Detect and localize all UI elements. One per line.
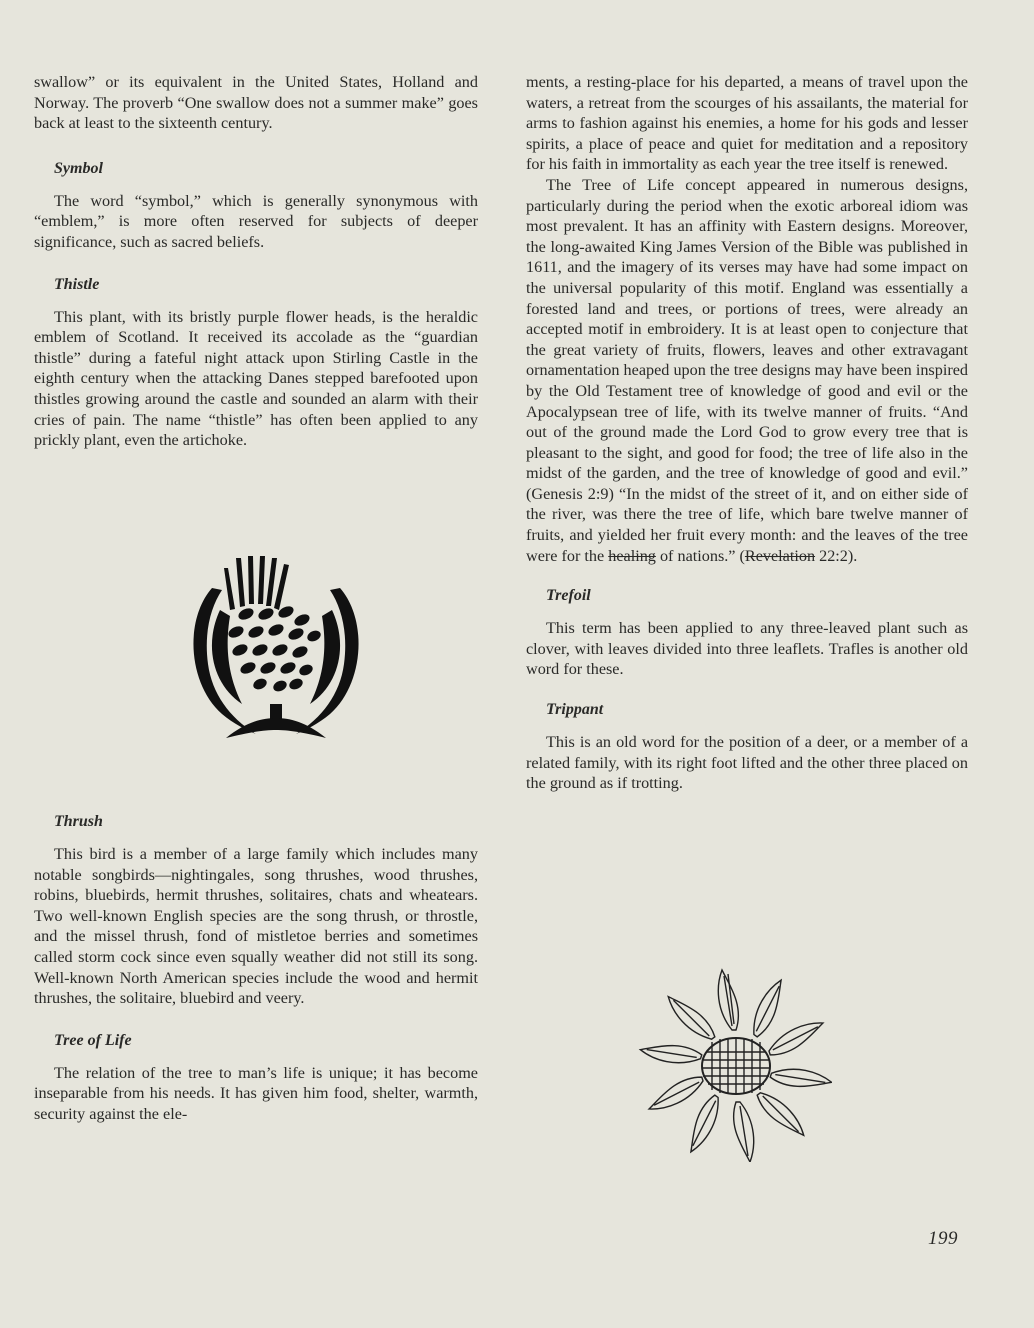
tree-of-life-continued-paragraph: ments, a resting-place for his departed, a means of travel upon the waters, a retreat from the scourges of his assailants, the material for arms to fashion against his enemies, a home for his gods and lesser spirits, a place of peace and quiet for meditation and a repository for his faith in immortality as each year the tree itself is renewed. (526, 73, 968, 174)
sunflower-emblem-icon (632, 966, 832, 1162)
thrush-heading: Thrush (54, 813, 103, 830)
right-column (526, 72, 968, 794)
symbol-heading: Symbol (54, 159, 103, 177)
struck-word-healing: healing (608, 546, 656, 565)
thistle-heading: Thistle (54, 275, 100, 293)
symbol-paragraph: The word “symbol,” which is generally synonymous with “emblem,” is more often reserved for subjects of deeper significance, such as sacred beliefs. (34, 191, 478, 251)
trefoil-heading: Trefoil (546, 587, 591, 605)
left-column (34, 72, 478, 451)
thrush-paragraph: This bird is a member of a large family which includes many notable songbirds—nightingales, song thrushes, wood thrushes, robins, bluebirds, hermit thrushes, solitaires, chats and wheatears. Two well-known English species are the song thrush, or throstle, and the missel thrush, fond of mistletoe berries and sometimes called storm cock since even squally weather did not still its song. Well-known North American species include the wood and hermit thrushes, the solitaire, bluebird and veery. (34, 845, 478, 1008)
thistle-paragraph: This plant, with its bristly purple flower heads, is the heraldic emblem of Scotland. It received its accolade as the “guardian thistle” during a fateful night attack upon Stirling Castle in the eighth century when the attacking Danes stepped barefooted upon thistles growing around the castle and sounded an alarm with their cries of pain. The name “thistle” has often been applied to any prickly plant, even the artichoke. (34, 307, 478, 450)
tree-of-life-paragraph-start: The relation of the tree to man’s life is unique; it has become inseparable from his needs. It has given him food, shelter, warmth, security against the ele- (34, 1063, 478, 1123)
struck-word-revelation: Revelation (744, 546, 816, 565)
tree-of-life-heading: Tree of Life (54, 1031, 132, 1049)
trippant-heading: Trippant (546, 701, 604, 719)
thistle-emblem-icon (190, 554, 362, 746)
page-number: 199 (928, 1228, 958, 1249)
swallow-continuation-paragraph: swallow” or its equivalent in the United States, Holland and Norway. The proverb “One swallow does not a summer make” goes back at least to the sixteenth century. (34, 73, 478, 133)
trefoil-paragraph: This term has been applied to any three-leaved plant such as clover, with leaves divided into three leaflets. Trafles is another old word for these. (526, 619, 968, 679)
left-column-lower (34, 812, 478, 1125)
trippant-paragraph: This is an old word for the position of a deer, or a member of a related family, with its right foot lifted and the other three placed on the ground as if trotting. (526, 733, 968, 793)
tree-of-life-second-paragraph: The Tree of Life concept appeared in numerous designs, particularly during the period when the exotic arboreal idiom was most prevalent. It has an affinity with Eastern designs. Moreover, the long-awaited King James Version of the Bible was published in 1611, and the imagery of its verses may have had some impact on the universal popularity of this motif. England was essentially a forested land and trees, or portions of trees, were already an accepted motif in embroidery. It is at least open to conjecture that the great variety of fruits, flowers, leaves and other extravagant ornamentation heaped upon the tree designs may have been inspired by the Old Testament tree of knowledge of good and evil or the Apocalypsean tree of life, with its twelve manner of fruits. “And out of the ground made the Lord God to grow every tree that is pleasant to the sight, and good for food; the tree of life also in the midst of the garden, and the tree of knowledge of good and evil.” (Genesis 2:9) “In the midst of the street of it, and on either side of the river, was there the tree of life, which bare twelve manner of fruits, and yielded her fruit every month: and the leaves of the tree were for the healing of nations.” (Revelation 22:2). (526, 175, 968, 565)
